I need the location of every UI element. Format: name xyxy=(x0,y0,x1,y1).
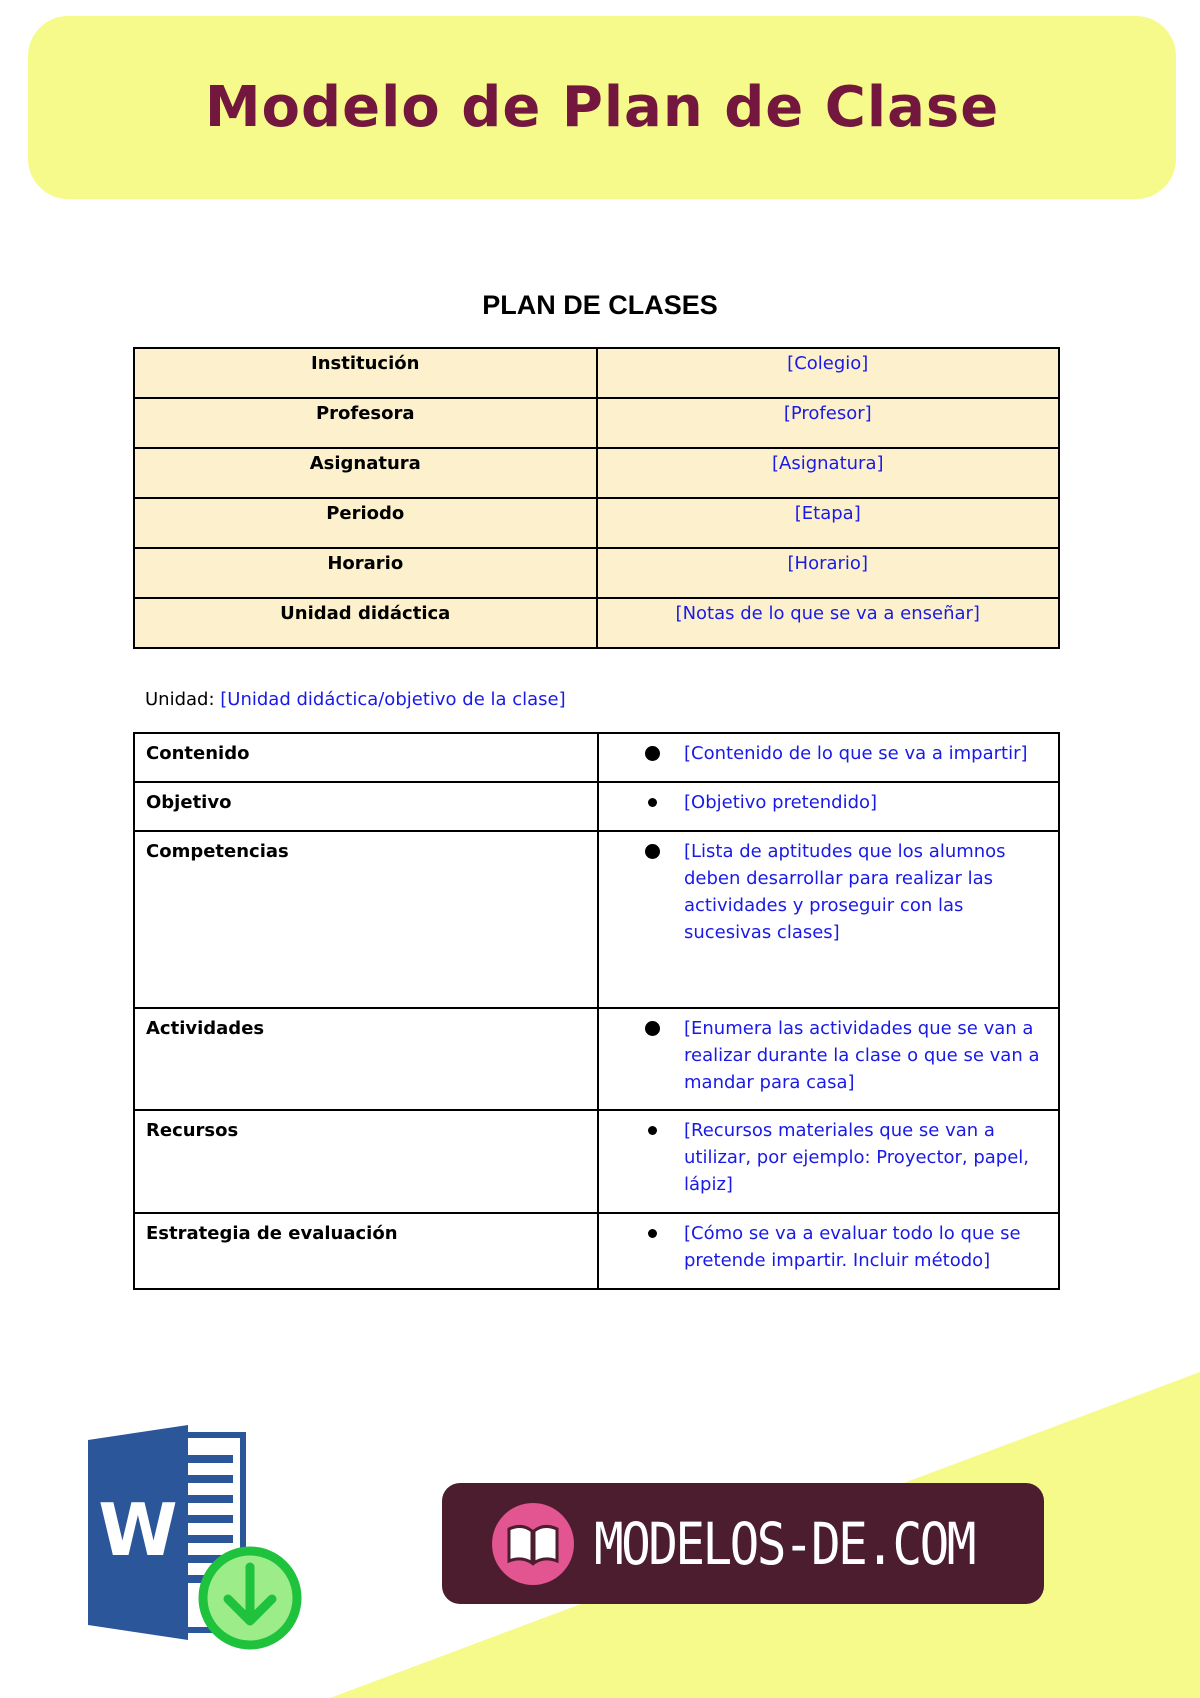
bullet-icon xyxy=(648,1229,657,1238)
table-row xyxy=(134,348,1059,398)
open-book-icon xyxy=(492,1503,574,1585)
unit-line xyxy=(145,689,566,710)
row-label: Periodo xyxy=(134,498,597,548)
row-label: Competencias xyxy=(134,831,598,1008)
row-value: [Colegio] xyxy=(597,348,1060,398)
table-row xyxy=(134,448,1059,498)
row-label: Estrategia de evaluación xyxy=(134,1213,598,1289)
table-row xyxy=(134,548,1059,598)
row-value-cell xyxy=(598,1008,1059,1110)
row-value: [Notas de lo que se va a enseñar] xyxy=(597,598,1060,648)
unit-label: Unidad: xyxy=(145,689,215,710)
plan-table xyxy=(133,732,1060,1290)
table-row xyxy=(134,1213,1059,1289)
svg-text:W: W xyxy=(98,1488,178,1572)
info-table xyxy=(133,347,1060,649)
row-value-cell xyxy=(598,733,1059,782)
table-row xyxy=(134,831,1059,1008)
brand-text: MODELOS-DE.COM xyxy=(594,1509,974,1578)
row-label: Asignatura xyxy=(134,448,597,498)
row-value: [Enumera las actividades que se van a realizar durante la clase o que se van a mandar para casa] xyxy=(684,1018,1040,1093)
bullet-icon xyxy=(648,1126,657,1135)
table-row xyxy=(134,398,1059,448)
bullet-icon xyxy=(645,844,660,859)
word-download-icon[interactable] xyxy=(88,1425,303,1655)
row-label: Profesora xyxy=(134,398,597,448)
row-value-cell xyxy=(598,1213,1059,1289)
table-row xyxy=(134,598,1059,648)
table-row xyxy=(134,1110,1059,1213)
bullet-icon xyxy=(645,1021,660,1036)
row-label: Institución xyxy=(134,348,597,398)
document-title: PLAN DE CLASES xyxy=(482,290,718,320)
row-label: Unidad didáctica xyxy=(134,598,597,648)
row-label: Actividades xyxy=(134,1008,598,1110)
row-label: Horario xyxy=(134,548,597,598)
table-row xyxy=(134,498,1059,548)
row-value: [Lista de aptitudes que los alumnos deben desarrollar para realizar las actividades y proseguir con las sucesivas clases] xyxy=(684,841,1006,943)
row-value-cell xyxy=(598,1110,1059,1213)
row-value-cell xyxy=(598,782,1059,831)
row-value: [Profesor] xyxy=(597,398,1060,448)
header-band xyxy=(28,16,1176,199)
row-label: Recursos xyxy=(134,1110,598,1213)
table-row xyxy=(134,1008,1059,1110)
page-title: Modelo de Plan de Clase xyxy=(204,75,1000,140)
row-value: [Asignatura] xyxy=(597,448,1060,498)
bullet-icon xyxy=(645,746,660,761)
bullet-icon xyxy=(648,798,657,807)
row-value: [Cómo se va a evaluar todo lo que se pretende impartir. Incluir método] xyxy=(684,1223,1021,1271)
row-value-cell xyxy=(598,831,1059,1008)
table-row xyxy=(134,782,1059,831)
table-row xyxy=(134,733,1059,782)
unit-value: [Unidad didáctica/objetivo de la clase] xyxy=(220,689,566,710)
row-value: [Contenido de lo que se va a impartir] xyxy=(684,743,1028,764)
row-label: Objetivo xyxy=(134,782,598,831)
row-value: [Etapa] xyxy=(597,498,1060,548)
row-value: [Objetivo pretendido] xyxy=(684,792,878,813)
row-label: Contenido xyxy=(134,733,598,782)
row-value: [Recursos materiales que se van a utilizar, por ejemplo: Proyector, papel, lápiz] xyxy=(684,1120,1030,1195)
row-value: [Horario] xyxy=(597,548,1060,598)
brand-banner[interactable] xyxy=(442,1483,1044,1604)
